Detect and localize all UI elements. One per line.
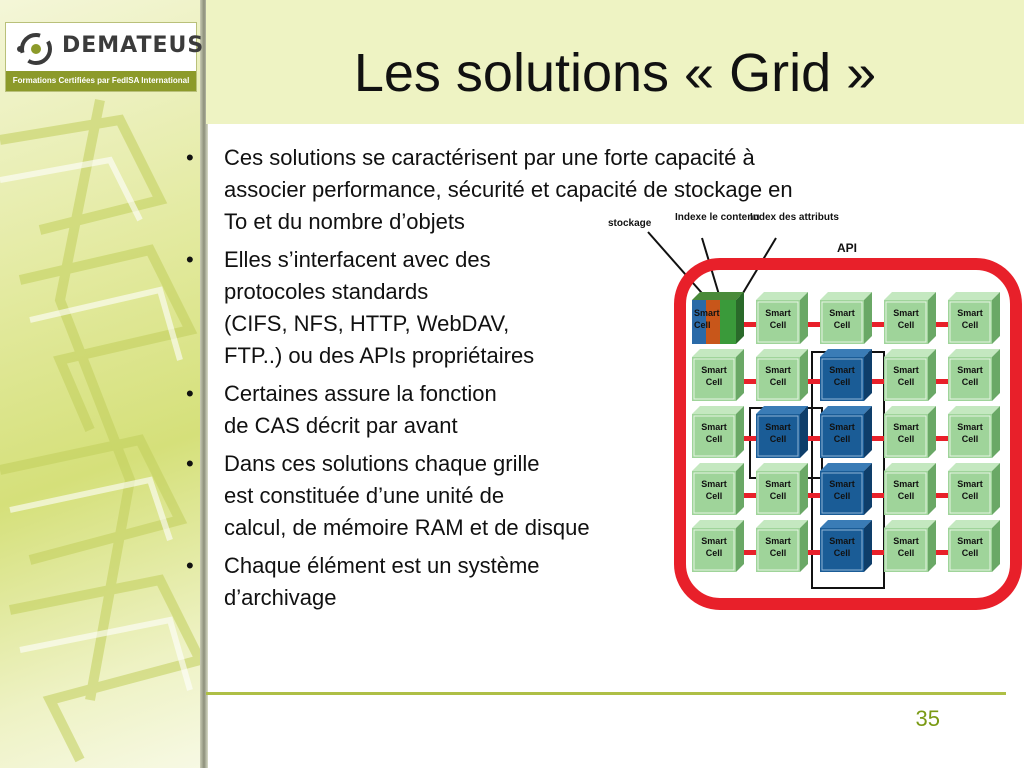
smart-cell-label: Smart xyxy=(765,365,791,375)
smart-cell-label: Smart xyxy=(893,422,919,432)
label-index-attributs: Index des attributs xyxy=(750,212,839,223)
smart-cell-label: Cell xyxy=(833,320,851,330)
smart-cell xyxy=(820,292,872,344)
smart-cell xyxy=(692,520,744,572)
logo-name: DEMATEUS xyxy=(62,33,205,58)
smart-cell xyxy=(692,349,744,401)
cell-link xyxy=(936,379,948,384)
smart-cell xyxy=(948,463,1000,515)
smart-cell xyxy=(948,520,1000,572)
smart-cell-label: Cell xyxy=(769,377,787,387)
bullet-line: d’archivage xyxy=(224,585,337,610)
smart-cell-label: Smart xyxy=(829,479,855,489)
smart-cell xyxy=(884,292,936,344)
bullet-line: est constituée d’une unité de xyxy=(224,483,505,508)
smart-cell-label: Smart xyxy=(957,365,983,375)
smart-cell xyxy=(948,292,1000,344)
smart-cell-label: Smart xyxy=(957,308,983,318)
bullet-line: • Ces solutions se caractérisent par une forte capacité à xyxy=(224,145,755,170)
cell-link xyxy=(808,322,820,327)
smart-cell xyxy=(820,349,872,401)
smart-cell-label: Smart xyxy=(829,365,855,375)
smart-cell xyxy=(756,292,808,344)
smart-cell-label: Smart xyxy=(829,422,855,432)
smart-cell-label: Cell xyxy=(897,434,915,444)
footer-divider xyxy=(206,692,1006,695)
cell-link xyxy=(808,493,820,498)
smart-cell-label: Smart xyxy=(765,422,791,432)
cell-link xyxy=(808,550,820,555)
smart-cell-label: Cell xyxy=(705,434,723,444)
cell-link xyxy=(808,436,820,441)
smart-cell-label: Smart xyxy=(694,308,720,318)
cell-link xyxy=(872,379,884,384)
slide-title: Les solutions « Grid » xyxy=(353,43,877,103)
label-api: API xyxy=(837,241,858,255)
smart-cell-label: Smart xyxy=(701,536,727,546)
cell-link xyxy=(936,322,948,327)
maze-sidebar xyxy=(0,0,206,768)
logo-icon xyxy=(14,29,58,69)
label-index-contenu: Indexe le contenu xyxy=(675,212,760,223)
smart-cell xyxy=(820,520,872,572)
smart-cell-label: Cell xyxy=(961,320,979,330)
cell-link xyxy=(936,550,948,555)
cell-link xyxy=(744,322,756,327)
smart-cell-label: Smart xyxy=(893,308,919,318)
bullet-line: • Elles s’interfacent avec des xyxy=(224,247,491,272)
smart-cell-label: Cell xyxy=(961,548,979,558)
cell-link xyxy=(872,436,884,441)
smart-cell-label: Cell xyxy=(705,377,723,387)
smart-cell-label: Smart xyxy=(893,365,919,375)
smart-cell xyxy=(692,406,744,458)
bullet-line: • Chaque élément est un système xyxy=(224,553,540,578)
smart-cell-label: Smart xyxy=(765,308,791,318)
smart-cell xyxy=(948,349,1000,401)
bullet-line: calcul, de mémoire RAM et de disque xyxy=(224,515,590,540)
smart-cell-label: Cell xyxy=(769,548,787,558)
grid-diagram xyxy=(600,206,1024,616)
page-number: 35 xyxy=(915,706,940,731)
smart-cell-label: Cell xyxy=(694,320,711,330)
bullet-line: protocoles standards xyxy=(224,279,429,304)
smart-cell-label: Cell xyxy=(769,491,787,501)
logo xyxy=(5,22,205,92)
cell-link xyxy=(872,550,884,555)
smart-cell xyxy=(756,406,808,458)
cell-link xyxy=(872,322,884,327)
smart-cell-label: Smart xyxy=(701,365,727,375)
smart-cell xyxy=(948,406,1000,458)
smart-cell-label: Smart xyxy=(829,308,855,318)
smart-cell xyxy=(756,463,808,515)
smart-cell-label: Smart xyxy=(957,479,983,489)
logo-tagline: Formations Certifiées par FedISA International xyxy=(6,71,196,91)
cell-link xyxy=(744,493,756,498)
smart-cell-label: Smart xyxy=(893,536,919,546)
smart-cell xyxy=(884,463,936,515)
cell-link xyxy=(744,550,756,555)
smart-cell-label: Cell xyxy=(705,491,723,501)
smart-cell-label: Smart xyxy=(701,422,727,432)
smart-cell xyxy=(820,463,872,515)
smart-cell-label: Cell xyxy=(833,491,851,501)
bullet-line: de CAS décrit par avant xyxy=(224,413,458,438)
smart-cell-label: Cell xyxy=(769,434,787,444)
smart-cell xyxy=(820,406,872,458)
smart-cell xyxy=(692,463,744,515)
bullet-line: associer performance, sécurité et capacité de stockage en xyxy=(224,177,793,202)
bullet-line: To et du nombre d’objets xyxy=(224,209,465,234)
maze-pattern xyxy=(0,0,206,768)
cell-grid xyxy=(692,292,1000,572)
bullet-line: • Certaines assure la fonction xyxy=(224,381,497,406)
cell-link xyxy=(808,379,820,384)
smart-cell-label: Smart xyxy=(957,536,983,546)
smart-cell-label: Cell xyxy=(961,377,979,387)
smart-cell xyxy=(884,349,936,401)
smart-cell-label: Cell xyxy=(961,491,979,501)
cell-link xyxy=(936,436,948,441)
smart-cell-label: Cell xyxy=(833,548,851,558)
smart-cell-label: Cell xyxy=(961,434,979,444)
smart-cell-label: Smart xyxy=(765,536,791,546)
smart-cell-label: Cell xyxy=(705,548,723,558)
bullet-line: FTP..) ou des APIs propriétaires xyxy=(224,343,535,368)
smart-cell-label: Smart xyxy=(701,479,727,489)
smart-cell-label: Cell xyxy=(833,434,851,444)
smart-cell-label: Smart xyxy=(893,479,919,489)
smart-cell xyxy=(756,520,808,572)
label-stockage: stockage xyxy=(608,218,652,229)
smart-cell xyxy=(692,292,744,344)
smart-cell-label: Smart xyxy=(829,536,855,546)
smart-cell-label: Cell xyxy=(897,548,915,558)
smart-cell-label: Cell xyxy=(897,491,915,501)
smart-cell-label: Cell xyxy=(897,320,915,330)
smart-cell xyxy=(884,520,936,572)
cell-link xyxy=(744,379,756,384)
bullet-line: (CIFS, NFS, HTTP, WebDAV, xyxy=(224,311,510,336)
smart-cell-label: Cell xyxy=(897,377,915,387)
cell-link xyxy=(744,436,756,441)
smart-cell-label: Cell xyxy=(769,320,787,330)
smart-cell-label: Smart xyxy=(957,422,983,432)
smart-cell xyxy=(884,406,936,458)
cell-link xyxy=(872,493,884,498)
smart-cell-label: Cell xyxy=(833,377,851,387)
cell-link xyxy=(936,493,948,498)
smart-cell xyxy=(756,349,808,401)
bullet-line: • Dans ces solutions chaque grille xyxy=(224,451,540,476)
smart-cell-label: Smart xyxy=(765,479,791,489)
